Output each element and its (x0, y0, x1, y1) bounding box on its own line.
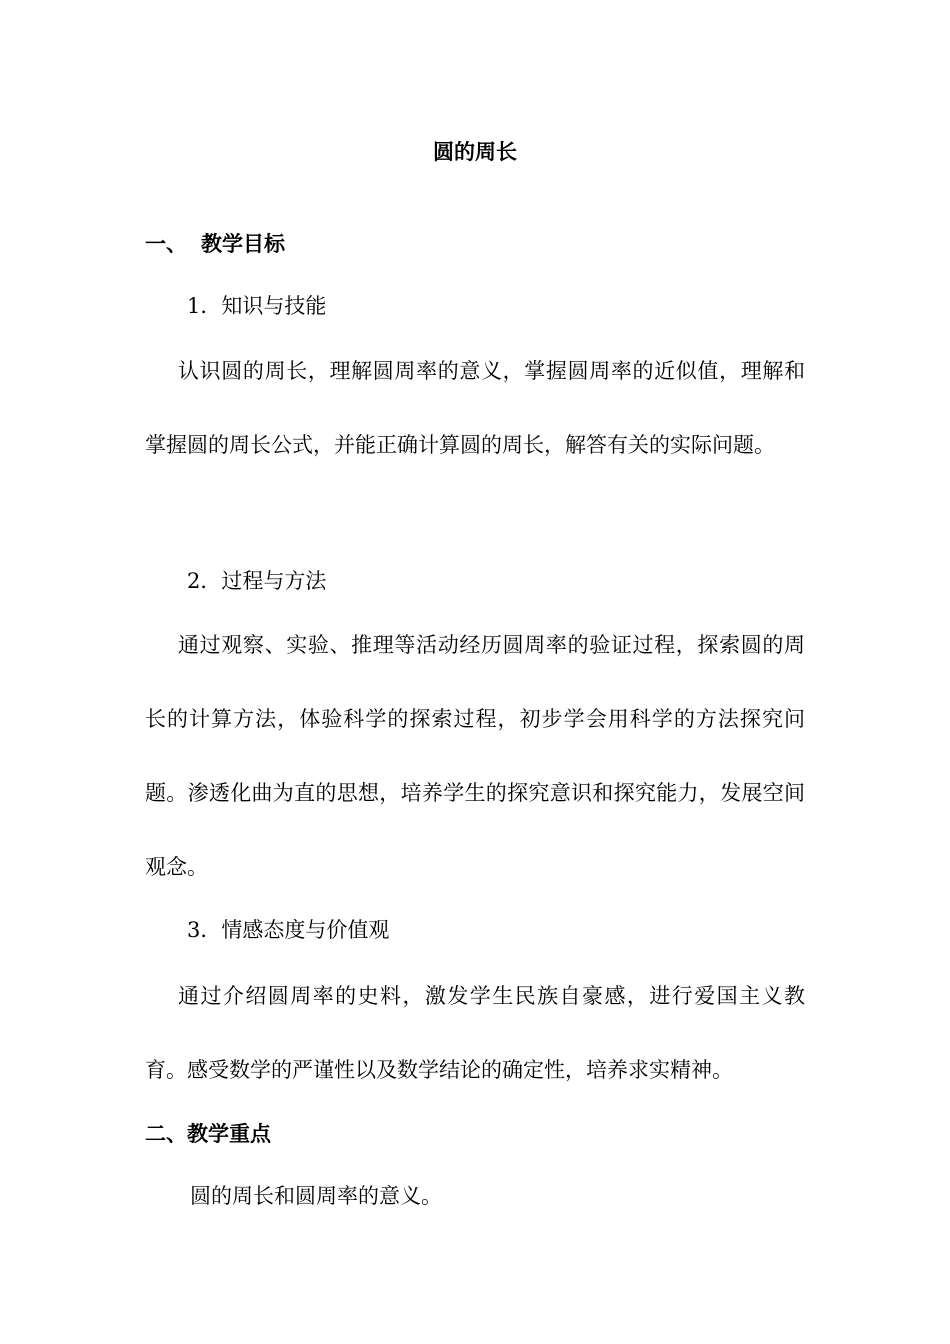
section-number: 二、 (145, 1121, 187, 1146)
subsection-label-knowledge: 1．知识与技能 (187, 294, 327, 318)
paragraph-process: 通过观察、实验、推理等活动经历圆周率的验证过程，探索圆的周长的计算方法，体验科学的探索过程，初步学会用科学的方法探究问题。渗透化曲为直的思想，培养学生的探究意识和探究能力，发展空间观念。 (145, 633, 805, 879)
subsection-label-process: 2．过程与方法 (187, 569, 327, 593)
section-heading-objectives (145, 230, 285, 258)
subsection-label-emotion: 3．情感态度与价值观 (187, 918, 390, 942)
section-heading-key-points (145, 1120, 271, 1148)
section-heading-text: 教学重点 (187, 1121, 271, 1146)
paragraph-key-points: 圆的周长和圆周率的意义。 (190, 1184, 442, 1208)
section-heading-text: 教学目标 (201, 231, 285, 256)
paragraph-emotion: 通过介绍圆周率的史料，激发学生民族自豪感，进行爱国主义教育。感受数学的严谨性以及数学结论的确定性，培养求实精神。 (145, 984, 805, 1082)
section-number: 一、 (145, 231, 187, 256)
document-title: 圆的周长 (433, 139, 517, 164)
paragraph-knowledge: 认识圆的周长，理解圆周率的意义，掌握圆周率的近似值，理解和掌握圆的周长公式，并能正确计算圆的周长，解答有关的实际问题。 (145, 359, 805, 457)
